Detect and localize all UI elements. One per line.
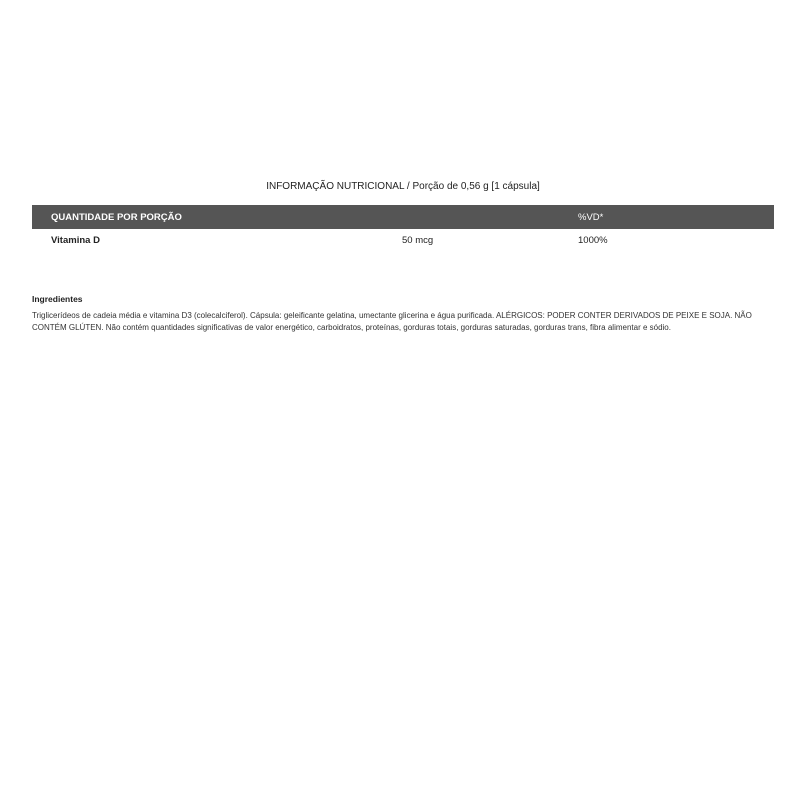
ingredients-section: [32, 294, 774, 333]
ingredients-text: Triglicerídeos de cadeia média e vitamina D3 (colecalciferol). Cápsula: geleificante gelatina, umectante glicerina e água purificada. ALÉRGICOS: PODER CONTER DERIVADOS DE PEIXE E SOJA. NÃO CONTÉM GLÚTEN. Não contém quantidades significativas de valor energético, carboidratos, proteínas, gorduras totais, gorduras saturadas, gorduras trans, fibra alimentar e sódio.: [32, 311, 752, 332]
header-daily-value: %VD*: [578, 212, 604, 223]
nutrition-table: [32, 205, 774, 251]
ingredients-heading: Ingredientes: [32, 294, 83, 304]
nutrition-title: INFORMAÇÃO NUTRICIONAL / Porção de 0,56 g [1 cápsula]: [266, 181, 540, 192]
table-row: [32, 229, 774, 251]
nutrient-daily-value: 1000%: [578, 235, 608, 246]
header-quantity-per-serving: QUANTIDADE POR PORÇÃO: [51, 212, 182, 223]
nutrient-name: Vitamina D: [51, 235, 100, 246]
table-header: [32, 205, 774, 229]
nutrient-amount: 50 mcg: [402, 235, 434, 246]
